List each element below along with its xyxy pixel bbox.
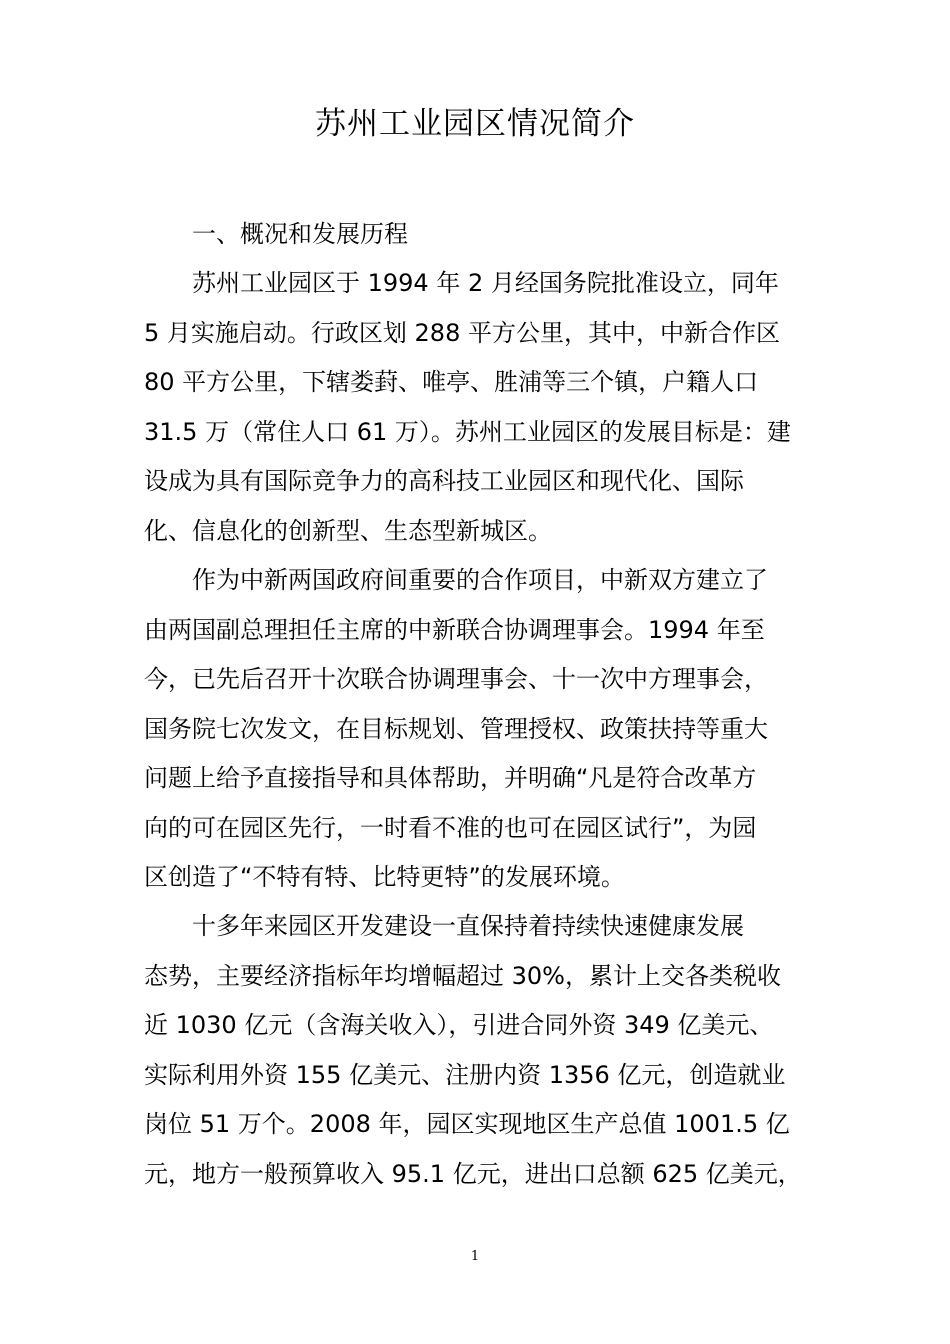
paragraph-line: 问题上给予直接指导和具体帮助，并明确“凡是符合改革方 bbox=[144, 764, 757, 792]
paragraph-line: 苏州工业园区于 1994 年 2 月经国务院批准设立，同年 bbox=[192, 269, 779, 297]
paragraph-1 bbox=[144, 259, 812, 556]
paragraph-line: 设成为具有国际竞争力的高科技工业园区和现代化、国际 bbox=[144, 467, 744, 495]
paragraph-line: 5 月实施启动。行政区划 288 平方公里，其中，中新合作区 bbox=[144, 318, 780, 347]
paragraph-line: 今，已先后召开十次联合协调理事会、十一次中方理事会， bbox=[144, 665, 768, 693]
paragraph-line: 实际利用外资 155 亿美元、注册内资 1356 亿元，创造就业 bbox=[144, 1060, 786, 1089]
paragraph-line: 元，地方一般预算收入 95.1 亿元，进出口总额 625 亿美元， bbox=[144, 1159, 802, 1188]
page-title: 苏州工业园区情况简介 bbox=[315, 106, 635, 142]
paragraph-line: 向的可在园区先行，一时看不准的也可在园区试行”，为园 bbox=[144, 813, 757, 842]
section-heading: 一、概况和发展历程 bbox=[192, 220, 408, 248]
paragraph-3 bbox=[144, 902, 812, 1199]
paragraph-line: 岗位 51 万个。2008 年，园区实现地区生产总值 1001.5 亿 bbox=[144, 1110, 790, 1138]
page-number: 1 bbox=[470, 1249, 480, 1264]
paragraph-2 bbox=[144, 556, 812, 903]
paragraph-line: 31.5 万（常住人口 61 万）。苏州工业园区的发展目标是：建 bbox=[144, 417, 791, 446]
paragraph-line: 区创造了“不特有特、比特更特”的发展环境。 bbox=[144, 863, 625, 891]
paragraph-line: 作为中新两国政府间重要的合作项目，中新双方建立了 bbox=[192, 566, 768, 594]
paragraph-line: 十多年来园区开发建设一直保持着持续快速健康发展 bbox=[192, 912, 744, 940]
paragraph-line: 态势，主要经济指标年均增幅超过 30%，累计上交各类税收 bbox=[144, 961, 781, 990]
paragraph-line: 由两国副总理担任主席的中新联合协调理事会。1994 年至 bbox=[144, 615, 765, 644]
paragraph-line: 国务院七次发文，在目标规划、管理授权、政策扶持等重大 bbox=[144, 714, 768, 743]
paragraph-line: 80 平方公里，下辖娄葑、唯亭、胜浦等三个镇，户籍人口 bbox=[144, 368, 759, 396]
paragraph-line: 化、信息化的创新型、生态型新城区。 bbox=[144, 516, 552, 545]
paragraph-line: 近 1030 亿元（含海关收入），引进合同外资 349 亿美元、 bbox=[144, 1011, 774, 1039]
